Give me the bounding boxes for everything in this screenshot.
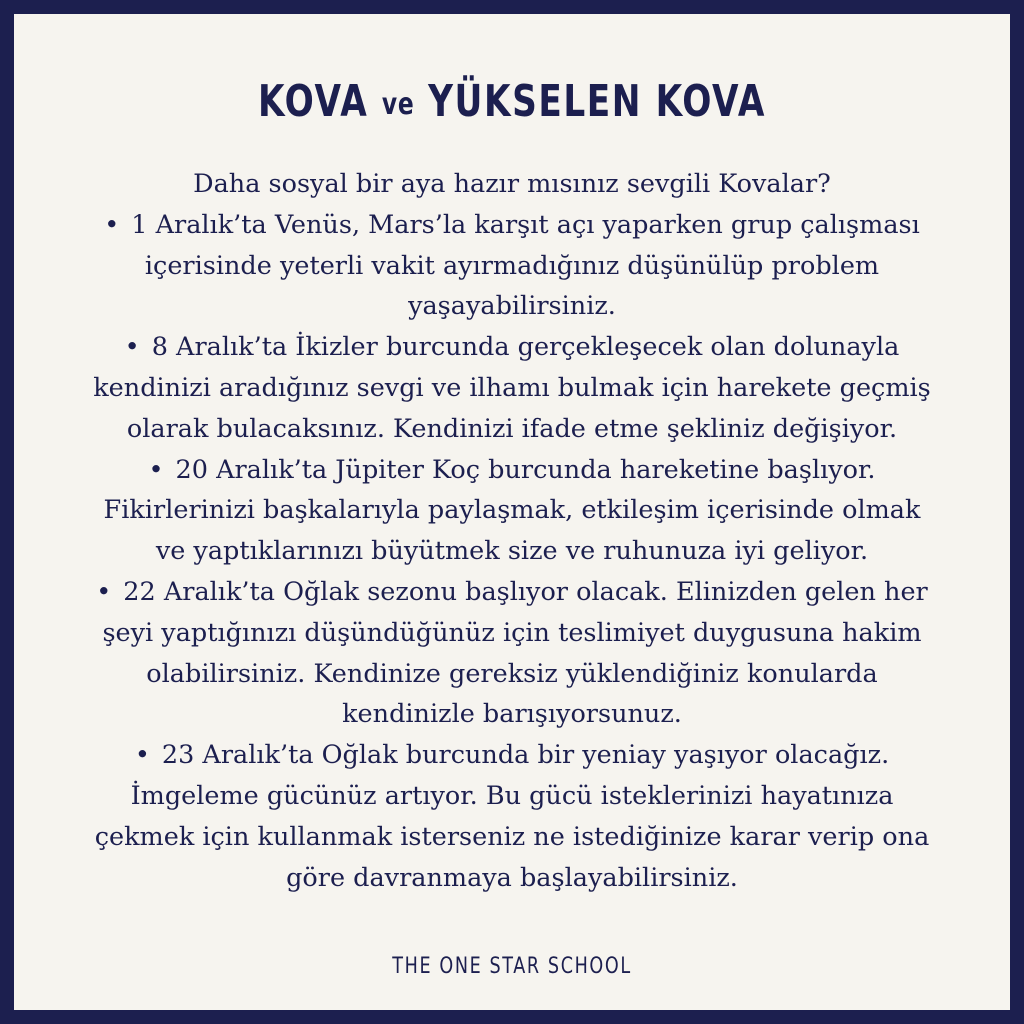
transit-item-line [64, 286, 960, 327]
transit-item-line [64, 409, 960, 450]
bullet-icon: • [124, 332, 140, 363]
transit-item-text: 8 Aralık’ta İkizler burcunda gerçekleşecek olan dolunayla [151, 332, 900, 363]
transit-item-text: kendinizle barışıyorsunuz. [342, 699, 682, 730]
transit-item-text: şeyi yaptığınızı düşündüğünüz için teslimiyet duygusuna hakim [102, 617, 922, 648]
transit-item-line [64, 205, 960, 246]
transit-item-line [64, 490, 960, 531]
transit-item-line [64, 368, 960, 409]
transit-item-text: 22 Aralık’ta Oğlak sezonu başlıyor olacak. Elinizden gelen her [123, 576, 928, 607]
post-title [124, 76, 901, 127]
title-sign: KOVA [258, 76, 369, 127]
transit-item-text: olarak bulacaksınız. Kendinizi ifade etme şekliniz değişiyor. [126, 413, 898, 444]
transit-item-line [64, 450, 960, 491]
transit-item-line [64, 246, 960, 287]
transit-item-text: içerisinde yeterli vakit ayırmadığınız düşünülüp problem [144, 250, 880, 281]
brand-footer: THE ONE STAR SCHOOL [392, 954, 632, 979]
transit-item [64, 572, 960, 735]
transit-item-line [64, 654, 960, 695]
transit-item-text: ve yaptıklarınızı büyütmek size ve ruhunuza iyi geliyor. [155, 536, 869, 567]
transit-item-line [64, 694, 960, 735]
transit-item-text: 1 Aralık’ta Venüs, Mars’la karşıt açı yaparken grup çalışması [131, 209, 920, 240]
transit-item-text: 20 Aralık’ta Jüpiter Koç burcunda hareketine başlıyor. [175, 454, 876, 485]
post-card [14, 14, 1010, 1010]
transit-item-line [64, 776, 960, 817]
title-rising-sign: YÜKSELEN KOVA [428, 76, 766, 127]
transit-item-text: olabilirsiniz. Kendinize gereksiz yüklendiğiniz konularda [146, 658, 878, 689]
intro-text: Daha sosyal bir aya hazır mısınız sevgili Kovalar? [193, 169, 831, 199]
transit-item-text: Fikirlerinizi başkalarıyla paylaşmak, etkileşim içerisinde olmak [103, 495, 921, 526]
transit-item-text: İmgeleme gücünüz artıyor. Bu gücü isteklerinizi hayatınıza [130, 780, 894, 811]
transit-item [64, 205, 960, 327]
transit-item-line [64, 817, 960, 858]
transit-item-line [64, 327, 960, 368]
transit-item-text: çekmek için kullanmak isterseniz ne istediğinize karar verip ona [94, 821, 930, 852]
transit-item-line [64, 531, 960, 572]
transit-item [64, 327, 960, 449]
transit-item-line [64, 735, 960, 776]
post-body [64, 164, 960, 898]
bullet-icon: • [148, 454, 164, 485]
transit-item [64, 735, 960, 898]
transit-item-text: yaşayabilirsiniz. [408, 291, 616, 322]
transit-item-line [64, 572, 960, 613]
transit-item-text: 23 Aralık’ta Oğlak burcunda bir yeniay yaşıyor olacağız. [161, 740, 890, 771]
transit-item-line [64, 613, 960, 654]
transit-item-text: kendinizi aradığınız sevgi ve ilhamı bulmak için harekete geçmiş [93, 372, 931, 403]
transit-item-line [64, 858, 960, 899]
bullet-icon: • [134, 740, 150, 771]
transit-item [64, 450, 960, 572]
transit-item-text: göre davranmaya başlayabilirsiniz. [286, 862, 738, 893]
title-connector: ve [381, 87, 415, 122]
bullet-icon: • [104, 209, 120, 240]
bullet-icon: • [96, 576, 112, 607]
transit-list [64, 205, 960, 899]
